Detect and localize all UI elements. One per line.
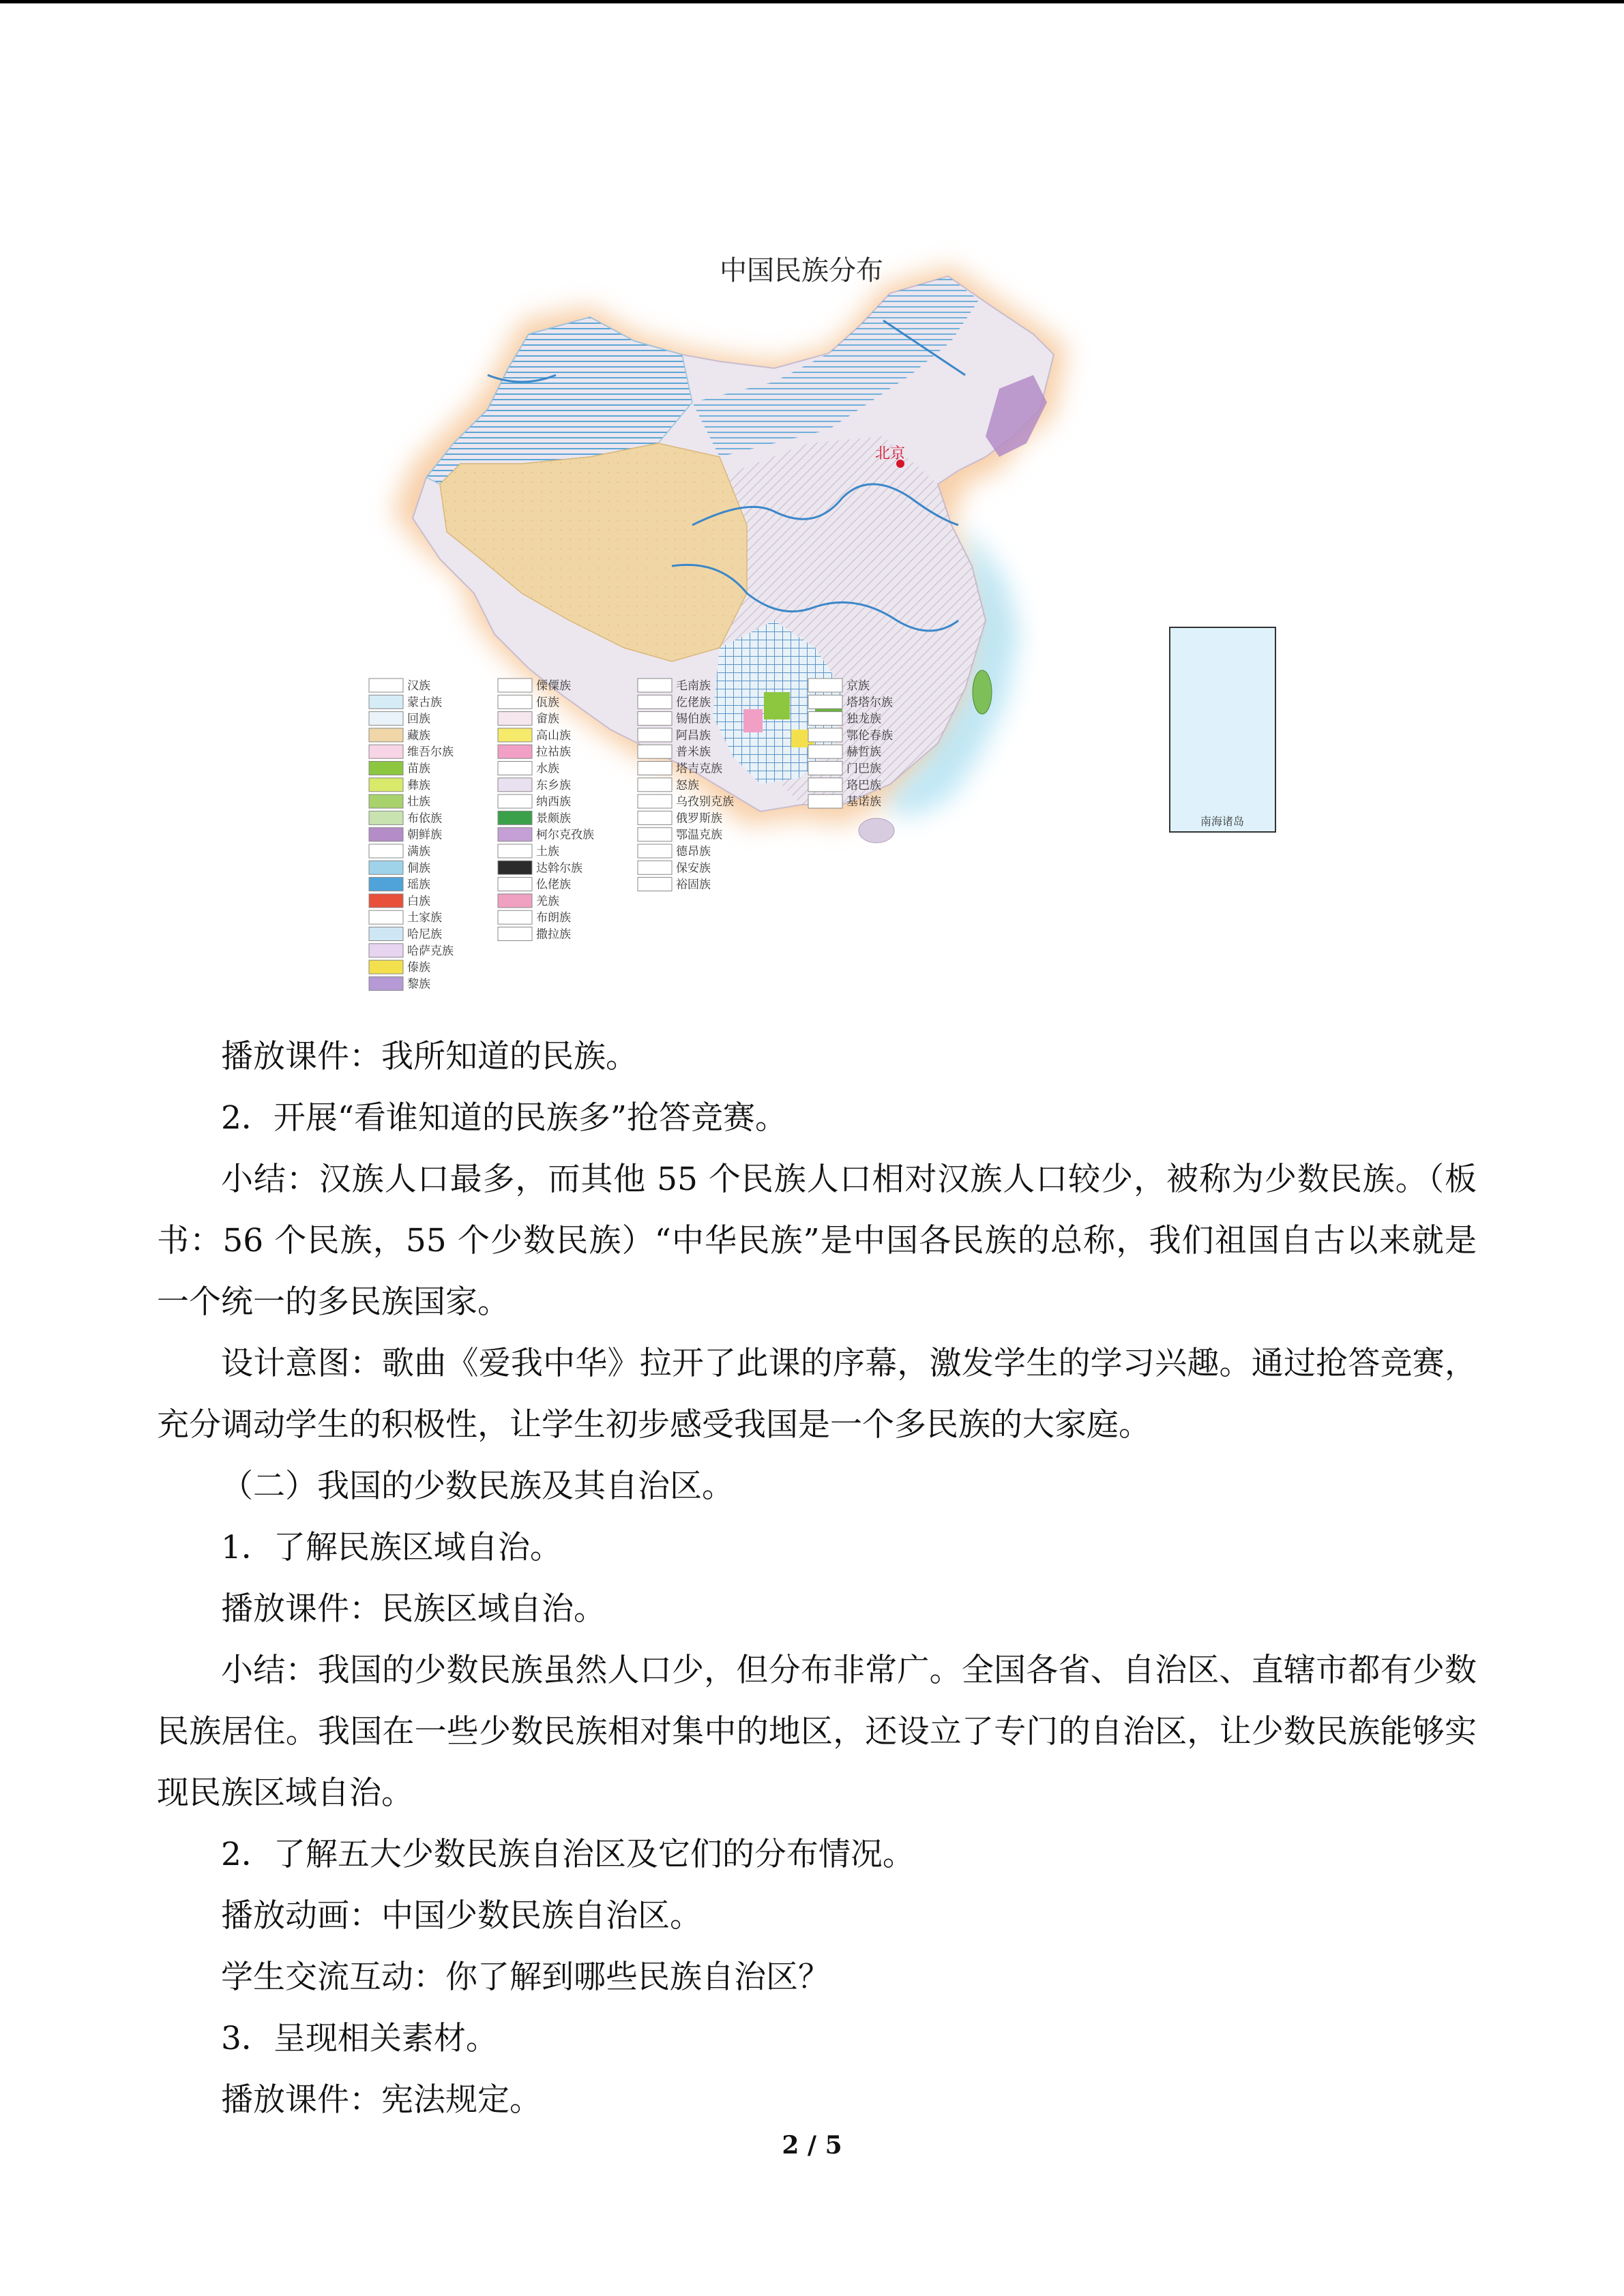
legend-label: 景颇族 xyxy=(536,811,571,826)
legend-label: 俄罗斯族 xyxy=(676,811,722,826)
legend-swatch xyxy=(498,828,532,841)
legend-swatch xyxy=(369,927,403,941)
legend-label: 蒙古族 xyxy=(407,696,442,710)
legend-swatch xyxy=(638,728,672,742)
inset-label: 南海诸岛 xyxy=(1200,815,1245,828)
legend-label: 拉祜族 xyxy=(536,745,571,760)
legend-swatch xyxy=(369,944,403,957)
hainan-island xyxy=(859,818,894,843)
legend-swatch xyxy=(369,894,403,908)
legend-swatch xyxy=(369,679,403,692)
legend-swatch xyxy=(498,894,532,908)
legend-label: 京族 xyxy=(846,679,870,693)
legend-swatch xyxy=(498,844,532,858)
south-sea-inset xyxy=(1170,627,1275,832)
legend-label: 锡伯族 xyxy=(676,712,711,726)
legend-label: 鄂伦春族 xyxy=(846,728,893,743)
legend-label: 东乡族 xyxy=(536,778,571,792)
legend-swatch xyxy=(638,712,672,726)
legend-label: 基诺族 xyxy=(846,795,881,809)
legend-label: 德昂族 xyxy=(676,845,711,859)
legend-label: 鄂温克族 xyxy=(676,828,722,842)
legend-swatch xyxy=(369,811,403,824)
taiwan-island xyxy=(973,670,992,714)
paragraph: （二）我国的少数民族及其自治区。 xyxy=(221,1467,734,1505)
paragraph: 2．了解五大少数民族自治区及它们的分布情况。 xyxy=(221,1836,915,1873)
legend-swatch xyxy=(638,762,672,775)
legend-swatch xyxy=(498,878,532,891)
legend-swatch xyxy=(498,712,532,726)
legend-swatch xyxy=(498,778,532,792)
legend-label: 土族 xyxy=(536,845,559,859)
legend-swatch xyxy=(808,794,842,808)
legend-label: 门巴族 xyxy=(846,762,881,776)
legend-swatch xyxy=(369,861,403,874)
legend-swatch xyxy=(369,778,403,792)
legend-swatch xyxy=(369,712,403,726)
legend-label: 塔吉克族 xyxy=(676,762,722,776)
legend-swatch xyxy=(808,745,842,758)
legend-label: 塔塔尔族 xyxy=(846,696,893,710)
legend-swatch xyxy=(808,778,842,792)
yunnan-pink-patch xyxy=(743,709,763,732)
legend-label: 傣族 xyxy=(407,961,430,975)
legend-swatch xyxy=(498,728,532,742)
legend-label: 黎族 xyxy=(407,977,430,992)
paragraph: 播放课件：我所知道的民族。 xyxy=(221,1038,638,1075)
yunnan-green-patch xyxy=(764,692,790,719)
legend-label: 裕固族 xyxy=(676,878,711,892)
legend-label: 纳西族 xyxy=(536,795,571,809)
legend-label: 珞巴族 xyxy=(846,778,881,792)
legend-label: 哈尼族 xyxy=(407,927,442,942)
legend-label: 壮族 xyxy=(407,795,430,809)
legend-label: 苗族 xyxy=(407,762,430,776)
paragraph: 3．呈现相关素材。 xyxy=(221,2020,498,2057)
legend-label: 保安族 xyxy=(676,861,711,876)
legend-swatch xyxy=(638,794,672,808)
legend-swatch xyxy=(808,762,842,775)
legend-swatch xyxy=(808,695,842,709)
legend-label: 柯尔克孜族 xyxy=(536,828,594,842)
paragraph: 小结：汉族人口最多，而其他 55 个民族人口相对汉族人口较少，被称为少数民族。（板书：56 个民族，55 个少数民族）“中华民族”是中国各民族的总称，我们祖国自古以来就是一个统一的多民族国家。 xyxy=(157,1161,1477,1321)
legend-label: 白族 xyxy=(407,894,430,908)
paragraph: 播放课件：民族区域自治。 xyxy=(221,1590,606,1628)
legend-label: 瑶族 xyxy=(407,878,430,892)
ethnic-distribution-map xyxy=(365,239,1296,1002)
legend-label: 汉族 xyxy=(407,679,430,693)
legend-swatch xyxy=(498,794,532,808)
legend-swatch xyxy=(808,712,842,726)
top-border-line xyxy=(0,0,1624,3)
legend-swatch xyxy=(638,778,672,792)
legend-swatch xyxy=(369,976,403,990)
legend-swatch xyxy=(638,844,672,858)
legend-label: 高山族 xyxy=(536,728,571,743)
legend-swatch xyxy=(369,728,403,742)
legend-label: 独龙族 xyxy=(846,712,881,726)
legend-swatch xyxy=(369,745,403,758)
legend-swatch xyxy=(638,861,672,874)
legend-swatch xyxy=(498,745,532,758)
legend-swatch xyxy=(498,910,532,924)
legend-label: 布依族 xyxy=(407,811,442,826)
paragraph: 1．了解民族区域自治。 xyxy=(221,1529,562,1566)
legend-swatch xyxy=(369,910,403,924)
legend-label: 回族 xyxy=(407,712,430,726)
legend-swatch xyxy=(498,762,532,775)
legend-label: 普米族 xyxy=(676,745,711,760)
legend-label: 仫佬族 xyxy=(536,878,571,892)
legend-label: 乌孜别克族 xyxy=(676,795,734,809)
legend-label: 畲族 xyxy=(536,712,559,726)
paragraph: 2．开展“看谁知道的民族多”抢答竞赛。 xyxy=(221,1099,787,1137)
legend-swatch xyxy=(638,828,672,841)
map-title-text: 中国民族分布 xyxy=(720,255,883,286)
legend-swatch xyxy=(638,745,672,758)
paragraph: 播放动画：中国少数民族自治区。 xyxy=(221,1897,702,1935)
legend-label: 仡佬族 xyxy=(676,696,711,710)
legend-label: 布朗族 xyxy=(536,911,571,925)
paragraph: 播放课件：宪法规定。 xyxy=(221,2081,542,2119)
legend-swatch xyxy=(638,811,672,824)
map-title xyxy=(720,255,883,286)
legend-label: 土家族 xyxy=(407,911,442,925)
legend-label: 赫哲族 xyxy=(846,745,881,760)
legend-swatch xyxy=(498,811,532,824)
legend-label: 达斡尔族 xyxy=(536,861,582,876)
legend-swatch xyxy=(808,728,842,742)
legend-swatch xyxy=(498,861,532,874)
paragraph: 小结：我国的少数民族虽然人口少，但分布非常广。全国各省、自治区、直辖市都有少数民族居住。我国在一些少数民族相对集中的地区，还设立了专门的自治区，让少数民族能够实现民族区域自治。 xyxy=(157,1652,1477,1812)
legend-label: 水族 xyxy=(536,762,559,776)
legend-swatch xyxy=(369,794,403,808)
legend-swatch xyxy=(369,828,403,841)
legend-swatch xyxy=(498,695,532,709)
legend-label: 藏族 xyxy=(407,728,430,743)
legend-swatch xyxy=(369,695,403,709)
paragraph: 学生交流互动：你了解到哪些民族自治区？ xyxy=(221,1958,830,1996)
legend-swatch xyxy=(638,695,672,709)
legend-label: 侗族 xyxy=(407,861,430,876)
legend-swatch xyxy=(498,679,532,692)
legend-label: 阿昌族 xyxy=(676,728,711,743)
legend-label: 佤族 xyxy=(536,696,559,710)
page-number: 2 / 5 xyxy=(782,2131,842,2160)
legend-label: 羌族 xyxy=(536,894,559,908)
legend-swatch xyxy=(638,679,672,692)
legend-label: 朝鲜族 xyxy=(407,828,442,842)
legend-label: 满族 xyxy=(407,845,430,859)
legend-label: 哈萨克族 xyxy=(407,944,454,958)
legend-swatch xyxy=(808,679,842,692)
legend-swatch xyxy=(369,878,403,891)
legend-swatch xyxy=(369,762,403,775)
beijing-label: 北京 xyxy=(875,445,906,462)
legend-label: 撒拉族 xyxy=(536,927,571,942)
legend-label: 毛南族 xyxy=(676,679,711,693)
legend-label: 傈僳族 xyxy=(536,679,571,693)
legend-swatch xyxy=(498,927,532,941)
legend-swatch xyxy=(369,844,403,858)
legend-label: 维吾尔族 xyxy=(407,745,454,760)
paragraph: 设计意图：歌曲《爱我中华》拉开了此课的序幕，激发学生的学习兴趣。通过抢答竞赛，充分调动学生的积极性，让学生初步感受我国是一个多民族的大家庭。 xyxy=(157,1345,1477,1444)
legend-swatch xyxy=(369,960,403,974)
legend-swatch xyxy=(638,878,672,891)
legend-label: 怒族 xyxy=(676,778,699,792)
legend-label: 彝族 xyxy=(407,778,430,792)
